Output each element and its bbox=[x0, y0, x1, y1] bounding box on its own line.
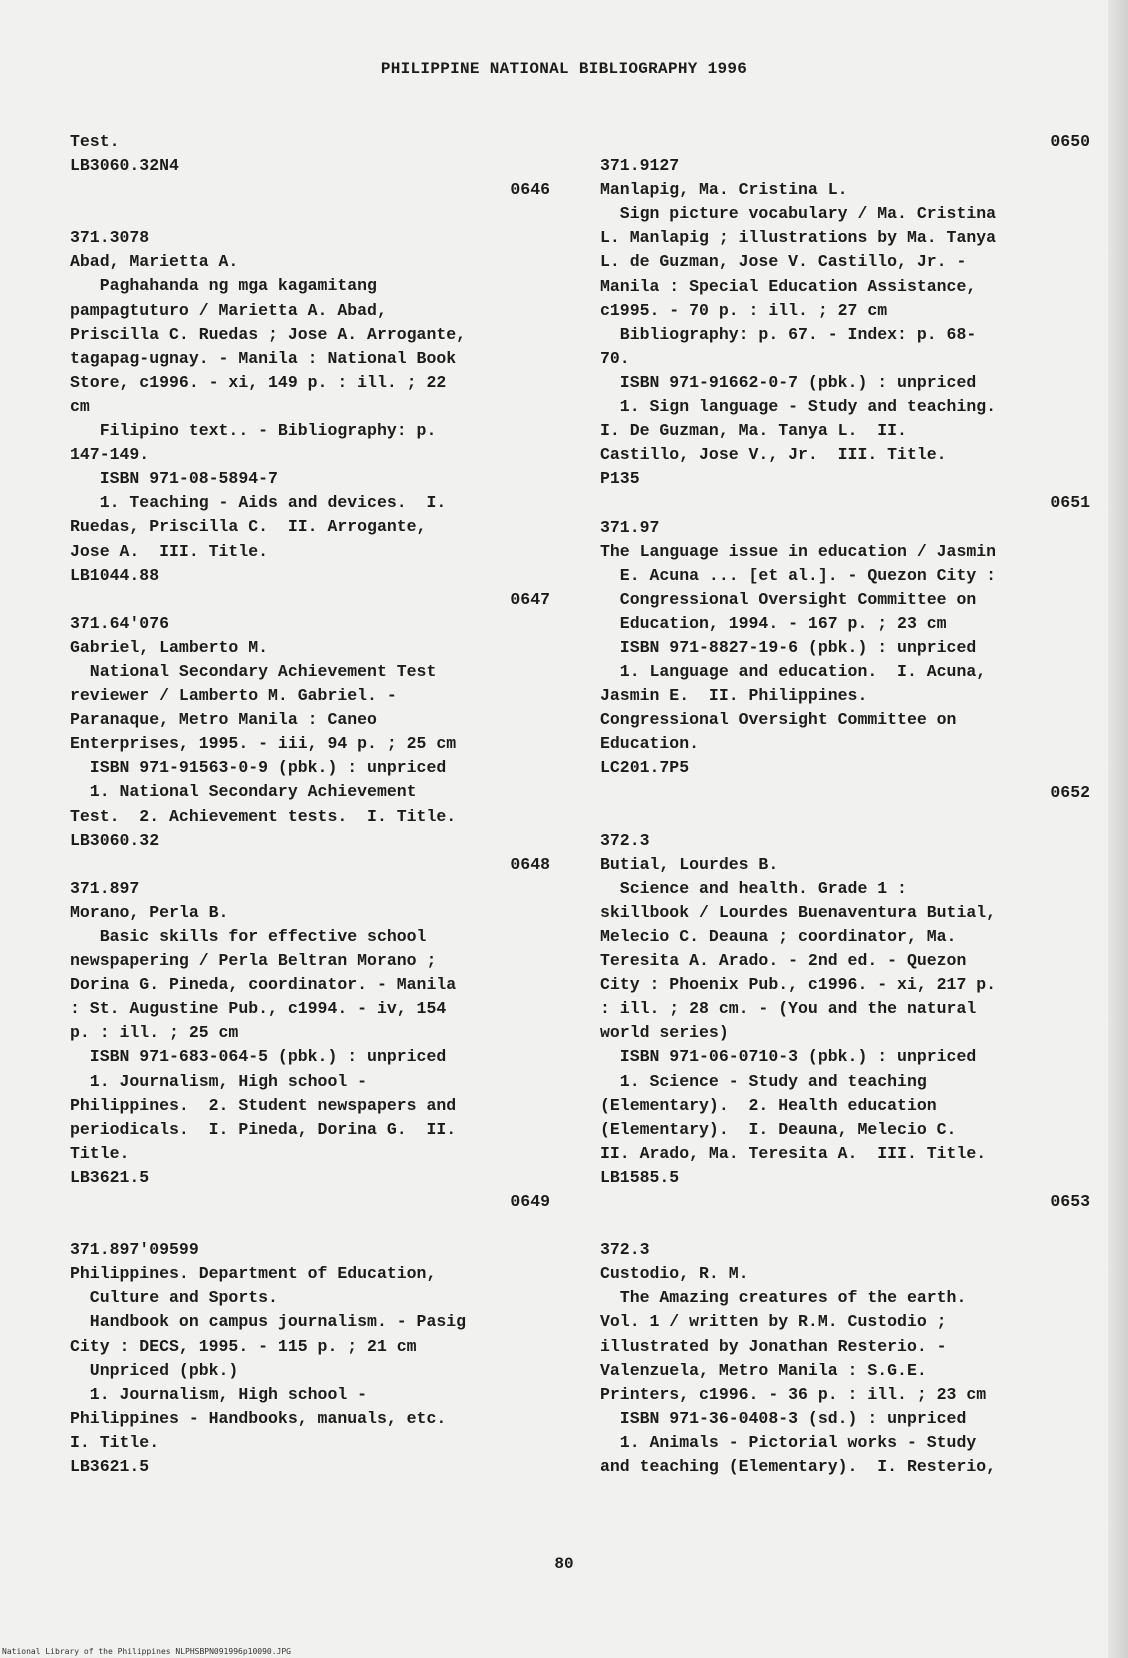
entry-line: 1. Sign language - Study and teaching. bbox=[600, 397, 997, 417]
entry-line: Teresita A. Arado. - 2nd ed. - Quezon bbox=[600, 951, 967, 971]
entry-line: Manlapig, Ma. Cristina L. bbox=[600, 180, 848, 200]
entry-line: I. De Guzman, Ma. Tanya L. II. bbox=[600, 421, 907, 441]
entry-number: 0650 bbox=[1050, 132, 1090, 151]
entry-line: p. : ill. ; 25 cm bbox=[70, 1023, 239, 1043]
entry-line: The Amazing creatures of the earth. bbox=[600, 1288, 967, 1308]
entry-line: Melecio C. Deauna ; coordinator, Ma. bbox=[600, 927, 957, 946]
entry-line: Jasmin E. II. Philippines. bbox=[600, 686, 868, 706]
entry-line: Ruedas, Priscilla C. II. Arrogante, bbox=[70, 517, 427, 537]
entry-line: (Elementary). 2. Health education bbox=[600, 1095, 937, 1115]
entry-line: LB3060.32N4 bbox=[70, 156, 179, 176]
entry-line: I. Title. bbox=[70, 1432, 160, 1452]
entry-line: 1. Journalism, High school - bbox=[70, 1071, 368, 1091]
entry-line: ISBN 971-91662-0-7 (pbk.) : unpriced bbox=[600, 372, 977, 392]
entry-line: : ill. ; 28 cm. - (You and the natural bbox=[600, 999, 977, 1019]
entry-line: Unpriced (pbk.) bbox=[70, 1360, 239, 1380]
entry-line: Test. 2. Achievement tests. I. Title. bbox=[70, 806, 457, 826]
entry-line: Vol. 1 / written by R.M. Custodio ; bbox=[600, 1312, 947, 1332]
blank-line bbox=[70, 202, 550, 226]
entry-line: pampagtuturo / Marietta A. Abad, bbox=[70, 300, 387, 320]
entry-line: Butial, Lourdes B. bbox=[600, 854, 779, 874]
entry-line: Abad, Marietta A. bbox=[70, 252, 239, 272]
entry-line: 1. Science - Study and teaching bbox=[600, 1071, 927, 1091]
entry-number: 0653 bbox=[1050, 1192, 1090, 1212]
entry-line: 1. Language and education. I. Acuna, bbox=[600, 662, 987, 682]
entry-line: Philippines. Department of Education, bbox=[70, 1264, 437, 1284]
entry-line: Morano, Perla B. bbox=[70, 902, 229, 922]
entry-line: Paghahanda ng mga kagamitang bbox=[70, 276, 377, 296]
entry-line: Dorina G. Pineda, coordinator. - Manila bbox=[70, 975, 457, 995]
entry-line: LB3060.32 bbox=[70, 830, 160, 850]
scan-footer: National Library of the Philippines NLPHSBPN091996p10090.JPG bbox=[2, 1647, 291, 1656]
entry-line: LB3621.5 bbox=[70, 1167, 150, 1187]
entry-line: Basic skills for effective school bbox=[70, 927, 427, 946]
entry-line: periodicals. I. Pineda, Dorina G. II. bbox=[70, 1119, 457, 1139]
entry-line: Test. bbox=[70, 132, 120, 151]
entry-line: 1. Journalism, High school - bbox=[70, 1384, 368, 1404]
entry-line: (Elementary). I. Deauna, Melecio C. bbox=[600, 1119, 957, 1139]
entry-line: illustrated by Jonathan Resterio. - bbox=[600, 1336, 947, 1356]
entry-line: The Language issue in education / Jasmin bbox=[600, 541, 997, 561]
entry-line: and teaching (Elementary). I. Resterio, bbox=[600, 1456, 997, 1476]
entry-line: tagapag-ugnay. - Manila : National Book bbox=[70, 348, 457, 368]
entry-line: City : Phoenix Pub., c1996. - xi, 217 p. bbox=[600, 975, 997, 995]
entry-line: 371.9127 bbox=[600, 156, 680, 176]
entry-line: Custodio, R. M. bbox=[600, 1264, 749, 1284]
entry-number: 0652 bbox=[1050, 782, 1090, 802]
blank-line bbox=[600, 1214, 1090, 1238]
entry-line: Philippines - Handbooks, manuals, etc. bbox=[70, 1408, 447, 1428]
entry-line: ISBN 971-08-5894-7 bbox=[70, 469, 278, 489]
entry-line: world series) bbox=[600, 1023, 729, 1043]
entry-line: ISBN 971-91563-0-9 (pbk.) : unpriced bbox=[70, 758, 447, 778]
entry-line: Congressional Oversight Committee on bbox=[600, 589, 977, 609]
entry-line: Culture and Sports. bbox=[70, 1288, 278, 1308]
entry-line: Education. bbox=[600, 734, 700, 754]
entry-line: 372.3 bbox=[600, 830, 650, 850]
entry-line: Jose A. III. Title. bbox=[70, 541, 269, 561]
entry-line: Gabriel, Lamberto M. bbox=[70, 637, 269, 657]
entry-line: City : DECS, 1995. - 115 p. ; 21 cm bbox=[70, 1336, 417, 1356]
entry-line: Manila : Special Education Assistance, bbox=[600, 276, 977, 296]
entry-number: 0646 bbox=[510, 180, 550, 200]
entry-line: ISBN 971-8827-19-6 (pbk.) : unpriced bbox=[600, 637, 977, 657]
right-column bbox=[600, 130, 1090, 1479]
entry-line: Handbook on campus journalism. - Pasig bbox=[70, 1312, 467, 1332]
page-title: PHILIPPINE NATIONAL BIBLIOGRAPHY 1996 bbox=[380, 60, 748, 78]
entry-line: skillbook / Lourdes Buenaventura Butial, bbox=[600, 902, 997, 922]
entry-line: Castillo, Jose V., Jr. III. Title. bbox=[600, 445, 947, 465]
entry-line: L. Manlapig ; illustrations by Ma. Tanya bbox=[600, 228, 997, 248]
entry-line: 371.3078 bbox=[70, 228, 150, 248]
entry-line: P135 bbox=[600, 469, 640, 489]
entry-number: 0647 bbox=[510, 589, 550, 609]
entry-line: E. Acuna ... [et al.]. - Quezon City : bbox=[600, 565, 997, 585]
entry-line: ISBN 971-06-0710-3 (pbk.) : unpriced bbox=[600, 1047, 977, 1067]
entry-line: Store, c1996. - xi, 149 p. : ill. ; 22 bbox=[70, 372, 447, 392]
entry-line: 371.897'09599 bbox=[70, 1240, 199, 1260]
entry-line: Paranaque, Metro Manila : Caneo bbox=[70, 710, 377, 730]
entry-line: 371.64'076 bbox=[70, 613, 170, 633]
entry-number: 0648 bbox=[510, 854, 550, 874]
entry-line: LB1585.5 bbox=[600, 1167, 680, 1187]
entry-line: 70. bbox=[600, 348, 630, 368]
entry-line: 372.3 bbox=[600, 1240, 650, 1260]
entry-line: 1. Teaching - Aids and devices. I. bbox=[70, 493, 447, 513]
entry-line: Printers, c1996. - 36 p. : ill. ; 23 cm bbox=[600, 1384, 987, 1404]
blank-line bbox=[600, 805, 1090, 829]
entry-line: 371.897 bbox=[70, 878, 140, 898]
entry-line: : St. Augustine Pub., c1994. - iv, 154 bbox=[70, 999, 447, 1019]
page-edge-shadow bbox=[1108, 0, 1128, 1658]
entry-line: Congressional Oversight Committee on bbox=[600, 710, 957, 730]
entry-line: Sign picture vocabulary / Ma. Cristina bbox=[600, 204, 997, 224]
entry-line: Science and health. Grade 1 : bbox=[600, 878, 907, 898]
entry-line: ISBN 971-683-064-5 (pbk.) : unpriced bbox=[70, 1047, 447, 1067]
entry-line: Education, 1994. - 167 p. ; 23 cm bbox=[600, 613, 947, 633]
entry-line: L. de Guzman, Jose V. Castillo, Jr. - bbox=[600, 252, 967, 272]
entry-line: LB3621.5 bbox=[70, 1456, 150, 1476]
entry-line: ISBN 971-36-0408-3 (sd.) : unpriced bbox=[600, 1408, 967, 1428]
entry-line: Philippines. 2. Student newspapers and bbox=[70, 1095, 457, 1115]
entry-line: Enterprises, 1995. - iii, 94 p. ; 25 cm bbox=[70, 734, 457, 754]
entry-line: 1. Animals - Pictorial works - Study bbox=[600, 1432, 977, 1452]
entry-line: newspapering / Perla Beltran Morano ; bbox=[70, 951, 437, 971]
entry-line: 1. National Secondary Achievement bbox=[70, 782, 417, 802]
entry-line: Priscilla C. Ruedas ; Jose A. Arrogante, bbox=[70, 324, 467, 344]
entry-line: LC201.7P5 bbox=[600, 758, 690, 778]
entry-line: LB1044.88 bbox=[70, 565, 160, 585]
entry-line: 147-149. bbox=[70, 445, 150, 465]
entry-line: II. Arado, Ma. Teresita A. III. Title. bbox=[600, 1143, 987, 1163]
page-number: 80 bbox=[554, 1555, 574, 1573]
entry-line: Valenzuela, Metro Manila : S.G.E. bbox=[600, 1360, 927, 1380]
entry-line: Title. bbox=[70, 1143, 130, 1163]
entry-line: reviewer / Lamberto M. Gabriel. - bbox=[70, 686, 397, 706]
blank-line bbox=[70, 1214, 550, 1238]
left-column bbox=[70, 130, 550, 1479]
entry-line: Bibliography: p. 67. - Index: p. 68- bbox=[600, 324, 977, 344]
entry-number: 0651 bbox=[1050, 493, 1090, 513]
entry-line: 371.97 bbox=[600, 517, 660, 537]
entry-line: Filipino text.. - Bibliography: p. bbox=[70, 421, 437, 441]
entry-line: c1995. - 70 p. : ill. ; 27 cm bbox=[600, 300, 888, 320]
entry-number: 0649 bbox=[510, 1192, 550, 1212]
entry-line: cm bbox=[70, 396, 90, 416]
entry-line: National Secondary Achievement Test bbox=[70, 661, 437, 681]
